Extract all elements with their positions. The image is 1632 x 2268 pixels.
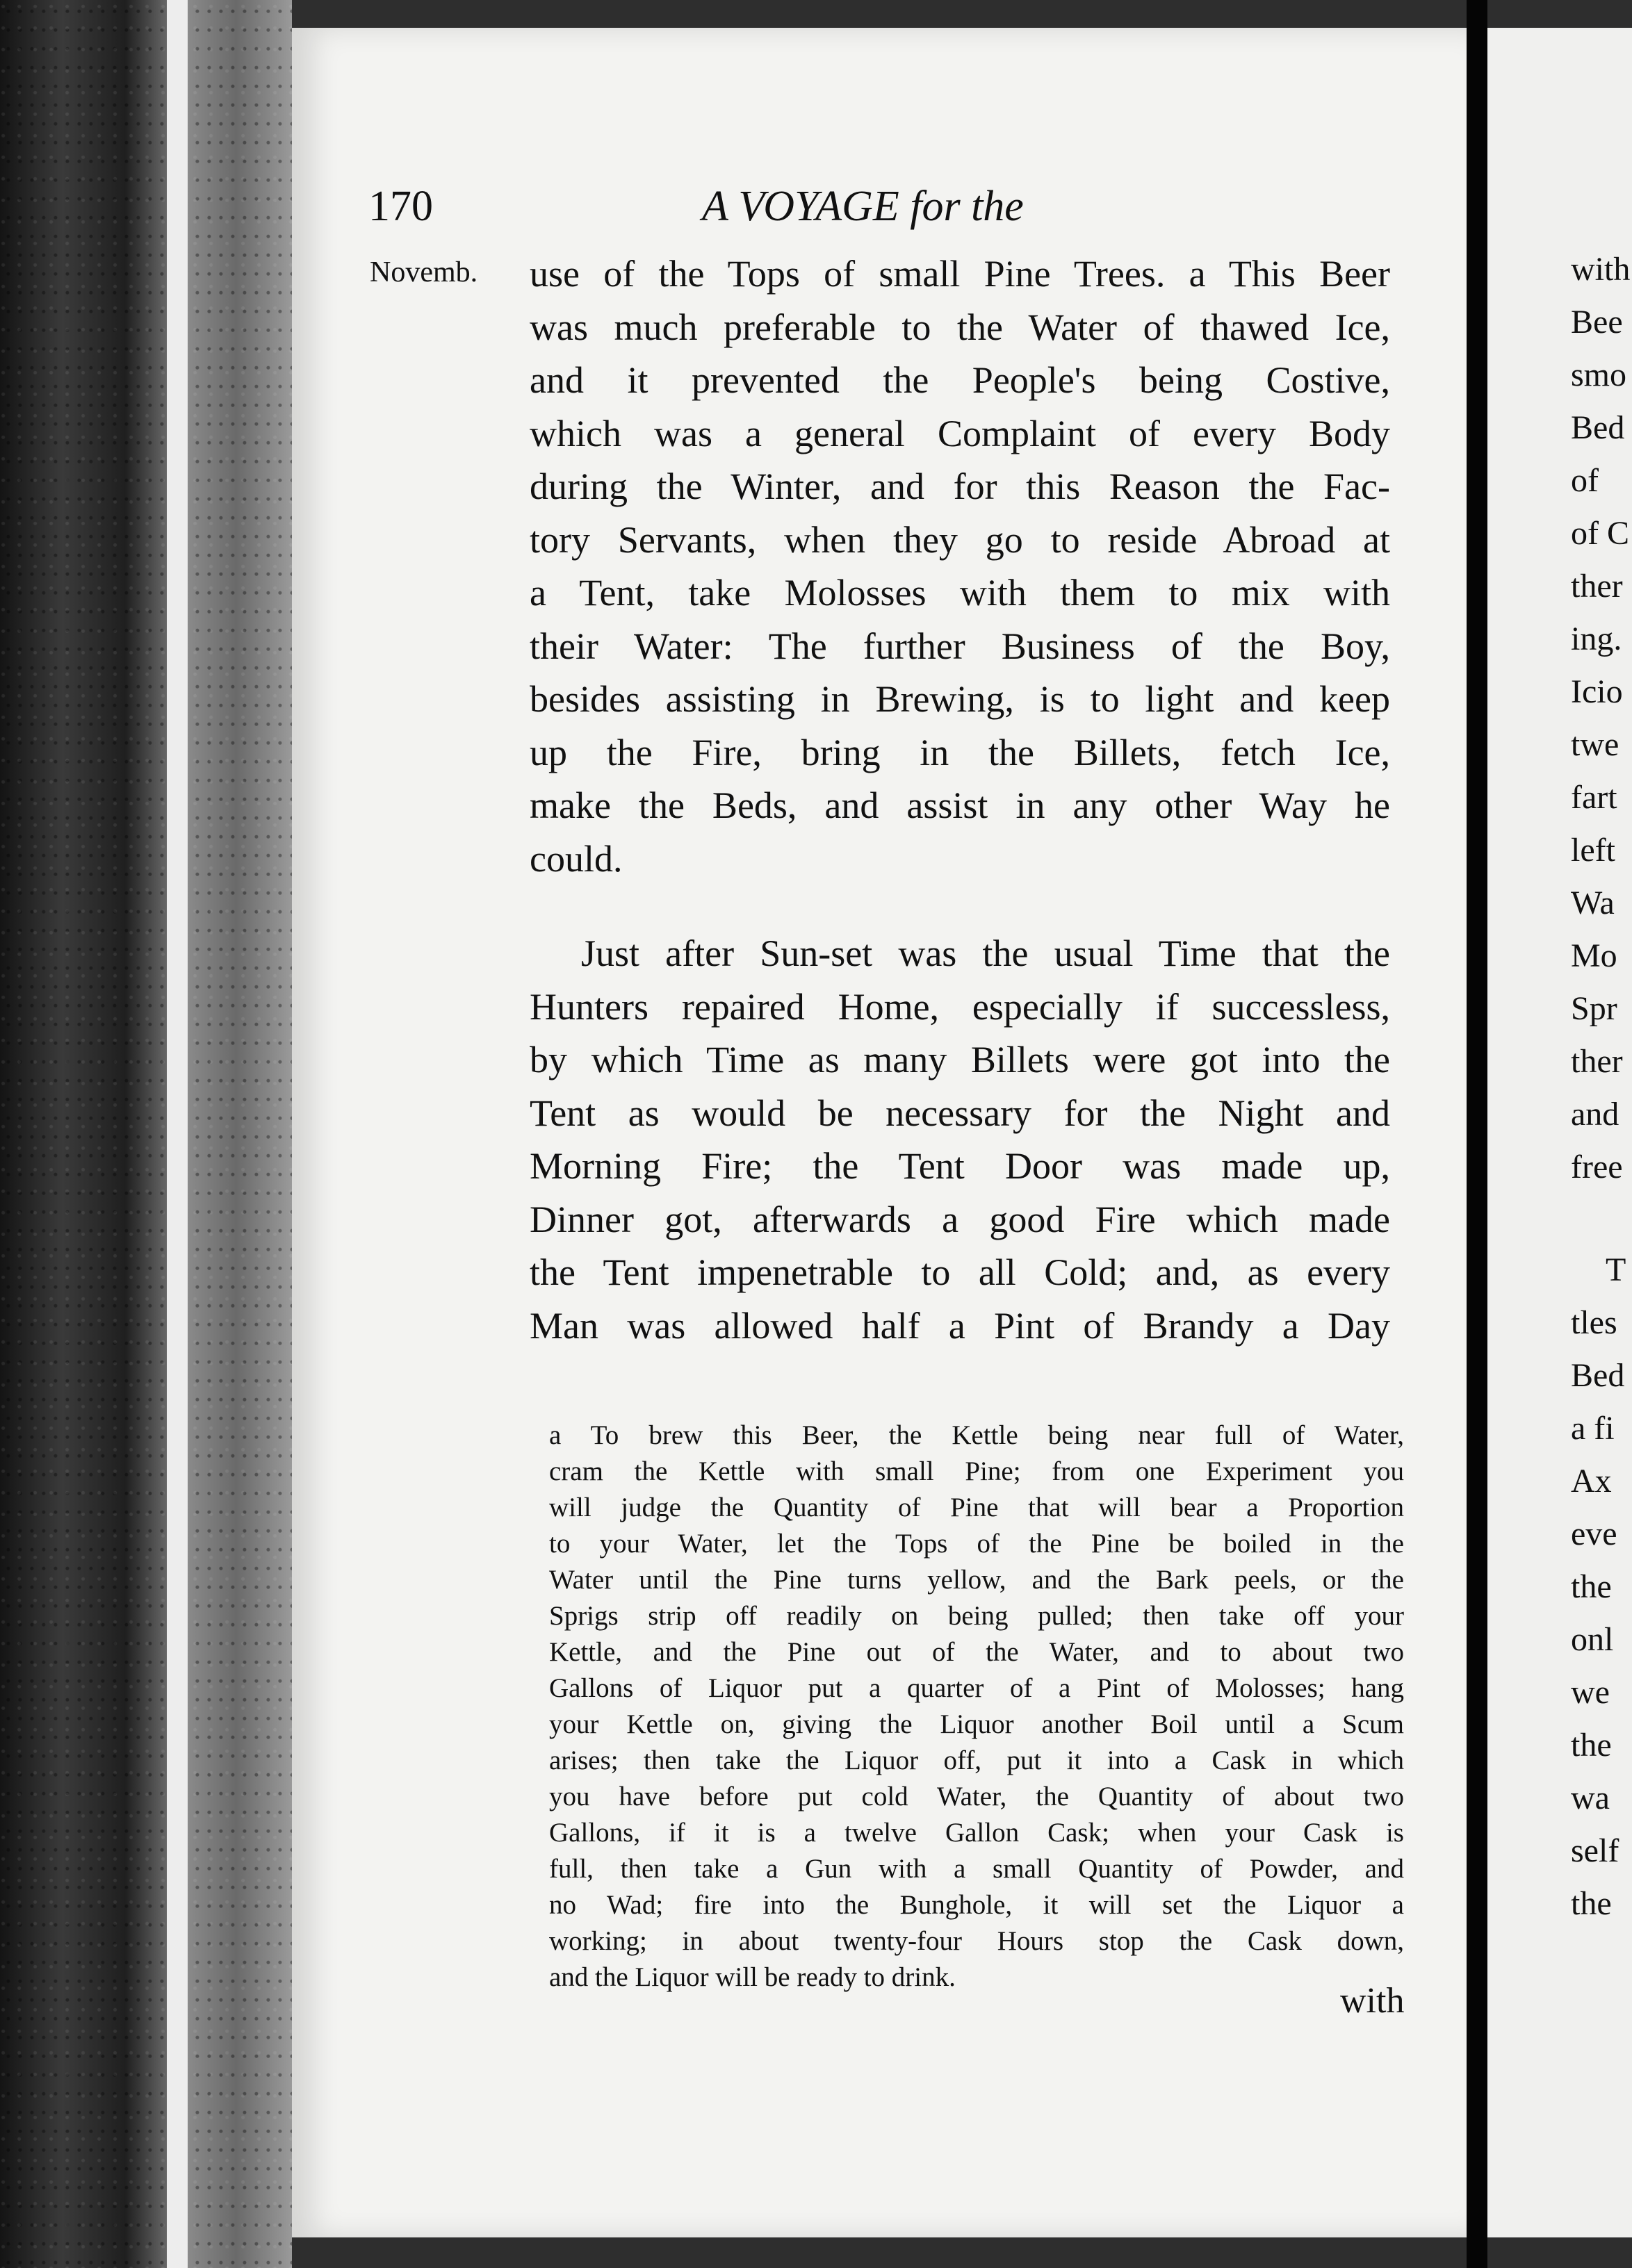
facing-page-fragment: ing.	[1571, 621, 1622, 657]
book-gutter	[1467, 0, 1487, 2268]
body-line: their Water: The further Business of the Boy,	[530, 625, 1390, 667]
footnote-line: cram the Kettle with small Pine; from one Experiment you	[549, 1456, 1404, 1486]
facing-page-fragment: with	[1571, 251, 1631, 288]
facing-page-fragment: twe	[1571, 726, 1619, 763]
body-line: could.	[530, 837, 623, 880]
body-line: by which Time as many Billets were got into the	[530, 1039, 1390, 1080]
facing-page-fragment: Bed	[1571, 409, 1625, 446]
footnote-line: you have before put cold Water, the Quantity of about two	[549, 1782, 1404, 1811]
footnote-line: a To brew this Beer, the Kettle being near full of Water,	[549, 1420, 1404, 1450]
facing-page-fragment: Icio	[1571, 673, 1623, 710]
footnote-line: full, then take a Gun with a small Quantity of Powder, and	[549, 1854, 1404, 1884]
facing-page-fragment: Wa	[1571, 885, 1615, 921]
facing-page-fragment: of	[1571, 462, 1599, 499]
facing-page-fragment: Spr	[1571, 990, 1617, 1027]
body-line: during the Winter, and for this Reason the Fac-	[530, 466, 1390, 507]
facing-page-fragment: the	[1571, 1727, 1612, 1764]
facing-page-fragment: we	[1571, 1674, 1610, 1711]
facing-page-fragment: tles	[1571, 1304, 1617, 1341]
facing-page-fragment: free	[1571, 1149, 1623, 1185]
footnote-line: Water until the Pine turns yellow, and the Bark peels, or the	[549, 1565, 1404, 1595]
body-line: Morning Fire; the Tent Door was made up,	[530, 1145, 1390, 1187]
body-line: up the Fire, bring in the Billets, fetch Ice,	[530, 731, 1390, 773]
footnote-line: your Kettle on, giving the Liquor another Boil until a Scum	[549, 1709, 1404, 1739]
facing-page-fragment: the	[1571, 1885, 1612, 1922]
footnote-line: to your Water, let the Tops of the Pine be boiled in the	[549, 1529, 1404, 1559]
footnote-line: Kettle, and the Pine out of the Water, and to about two	[549, 1637, 1404, 1667]
facing-page-fragment: of C	[1571, 515, 1629, 552]
body-line: which was a general Complaint of every Body	[530, 412, 1390, 454]
facing-page-fragment: fart	[1571, 779, 1617, 816]
paragraph-gap	[530, 885, 1390, 927]
facing-page-fragment: Bee	[1571, 304, 1623, 340]
footnote-line: Gallons, if it is a twelve Gallon Cask; when your Cask is	[549, 1818, 1404, 1848]
facing-page-fragment: Mo	[1571, 937, 1617, 974]
body-text	[530, 247, 1390, 1352]
body-line: make the Beds, and assist in any other Way he	[530, 784, 1390, 826]
facing-page-fragment: smo	[1571, 356, 1627, 393]
facing-page-fragment: Bed	[1571, 1357, 1625, 1394]
facing-page-fragment: wa	[1571, 1780, 1610, 1816]
footnote-line: Sprigs strip off readily on being pulled; then take off your	[549, 1601, 1404, 1631]
book-binding	[0, 0, 292, 2268]
page-edge	[167, 0, 188, 2268]
facing-page-fragment: self	[1571, 1832, 1619, 1869]
body-line: Dinner got, afterwards a good Fire which made	[530, 1198, 1390, 1240]
facing-page-fragment: eve	[1571, 1515, 1617, 1552]
body-line: besides assisting in Brewing, is to light and keep	[530, 678, 1390, 720]
footnote-line: working; in about twenty-four Hours stop the Cask down,	[549, 1926, 1404, 1956]
footnote-line: and the Liquor will be ready to drink.	[549, 1962, 956, 1992]
body-line: was much preferable to the Water of thawed Ice,	[530, 306, 1390, 348]
footnote-block	[549, 1418, 1404, 1996]
body-line: Just after Sun-set was the usual Time that the	[581, 932, 1390, 974]
footnote-line: will judge the Quantity of Pine that will bear a Proportion	[549, 1493, 1404, 1522]
facing-page-fragment: Ax	[1571, 1463, 1612, 1499]
facing-page-fragment: ther	[1571, 1043, 1623, 1080]
footnote-line: Gallons of Liquor put a quarter of a Pint of Molosses; hang	[549, 1673, 1404, 1703]
margin-note: Novemb.	[370, 256, 478, 288]
page-header	[368, 182, 1411, 238]
running-head: A VOYAGE for the	[702, 183, 1024, 230]
facing-page-fragment: the	[1571, 1568, 1612, 1605]
body-line: and it prevented the People's being Costive,	[530, 359, 1390, 401]
body-line: use of the Tops of small Pine Trees. a This Beer	[530, 253, 1390, 295]
footnote-line: arises; then take the Liquor off, put it into a Cask in which	[549, 1745, 1404, 1775]
facing-page-fragment: onl	[1571, 1621, 1614, 1658]
facing-page-fragment: ther	[1571, 568, 1623, 605]
body-line: Tent as would be necessary for the Night and	[530, 1092, 1390, 1134]
body-line: Hunters repaired Home, especially if successless,	[530, 985, 1390, 1028]
facing-page-fragment: left	[1571, 832, 1615, 869]
body-line: tory Servants, when they go to reside Abroad at	[530, 518, 1390, 561]
facing-page	[1487, 28, 1632, 2237]
body-line: Man was allowed half a Pint of Brandy a Day	[530, 1304, 1390, 1347]
facing-page-fragment: T	[1606, 1251, 1626, 1288]
facing-page-fragment: a fi	[1571, 1410, 1615, 1447]
page-number: 170	[368, 183, 433, 230]
catchword: with	[1340, 1981, 1405, 2021]
footnote-line: no Wad; fire into the Bunghole, it will set the Liquor a	[549, 1890, 1404, 1920]
facing-page-fragment: and	[1571, 1096, 1619, 1133]
body-line: the Tent impenetrable to all Cold; and, as every	[530, 1251, 1390, 1293]
body-line: a Tent, take Molosses with them to mix with	[530, 572, 1390, 614]
